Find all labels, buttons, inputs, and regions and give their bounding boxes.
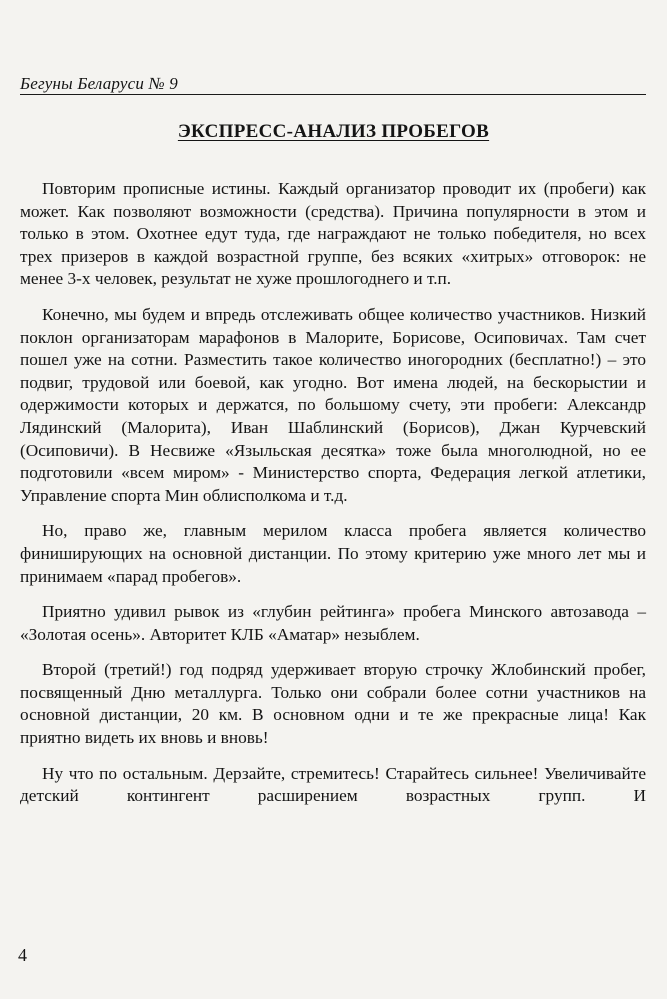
- paragraph: Но, право же, главным мерилом класса пробега является количество финиширующих на основной дистанции. По этому критерию уже много лет мы и принимаем «парад пробегов».: [20, 521, 646, 586]
- article-body: [20, 178, 646, 821]
- page-number: 4: [18, 945, 27, 965]
- paragraph: Повторим прописные истины. Каждый организатор проводит их (пробеги) как может. Как позволяют возможности (средства). Причина популярности в этом и только в этом. Охотнее едут туда, где награждают не только победителя, но всех трех призеров в каждой возрастной группе, без всяких «хитрых» отговорок: не менее 3-х человек, результат не хуже прошлогоднего и т.п.: [20, 179, 646, 289]
- article-title: ЭКСПРЕСС-АНАЛИЗ ПРОБЕГОВ: [177, 121, 490, 142]
- header-rule: [20, 94, 646, 95]
- running-header: Бегуны Беларуси № 9: [20, 74, 178, 93]
- paragraph: Ну что по остальным. Дерзайте, стремитесь! Старайтесь сильнее! Увеличивайте детский контингент расширением возрастных групп. И: [20, 763, 646, 806]
- paragraph: Второй (третий!) год подряд удерживает вторую строчку Жлобинский пробег, посвященный Дню металлурга. Только они собрали более сотни участников на основной дистанции, 20 км. В основном одни и те же прекрасные лица! Как приятно видеть их вновь и вновь!: [20, 660, 646, 748]
- paragraph: Приятно удивил рывок из «глубин рейтинга» пробега Минского автозавода – «Золотая осень». Авторитет КЛБ «Аматар» незыблем.: [20, 602, 646, 644]
- paragraph: Конечно, мы будем и впредь отслеживать общее количество участников. Низкий поклон организаторам марафонов в Малорите, Борисове, Осиповичах. Там счет пошел уже на сотни. Разместить такое количество иногородних (бесплатно!) – это подвиг, трудовой или боевой, как угодно. Вот имена людей, на бескорыстии и одержимости которых и держатся, по большому счету, эти пробеги: Александр Лядинский (Малорита), Иван Шаблинский (Борисов), Джан Курчевский (Осиповичи). В Несвиже «Языльская десятка» тоже была многолюдной, но ее подготовили «всем миром» - Министерство спорта, Федерация легкой атлетики, Управление спорта Мин облисполкома и т.д.: [20, 304, 646, 505]
